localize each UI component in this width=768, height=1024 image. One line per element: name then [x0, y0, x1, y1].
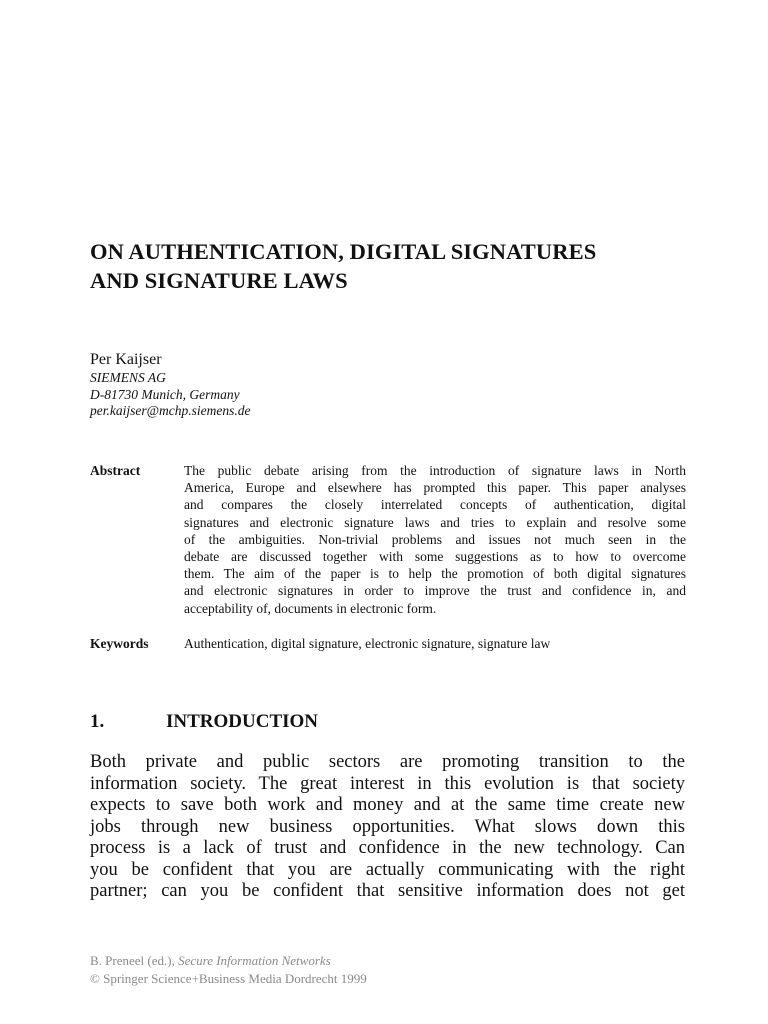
author-email: per.kaijser@mchp.siemens.de	[90, 403, 251, 418]
abstract-label: Abstract	[90, 463, 141, 478]
body-line: Both private and public sectors are promoting transition to the	[90, 752, 685, 772]
footer-book-title: Secure Information Networks	[178, 953, 331, 968]
footer-citation	[90, 952, 590, 970]
abstract-line: The public debate arising from the introduction of signature laws in North	[184, 463, 686, 478]
footer-editor: B. Preneel (ed.),	[90, 953, 179, 968]
keywords-label: Keywords	[90, 636, 149, 651]
abstract-line: debate are discussed together with some suggestions as to how to overcome	[184, 549, 686, 565]
body-line: process is a lack of trust and confidence in the new technology. Can	[90, 838, 685, 858]
abstract-line: America, Europe and elsewhere has prompted this paper. This paper analyses	[184, 480, 686, 496]
author-address: D-81730 Munich, Germany	[90, 386, 240, 402]
author-affiliation: SIEMENS AG	[90, 370, 166, 385]
abstract-line: of the ambiguities. Non-trivial problems and issues not much seen in the	[184, 531, 686, 547]
paper-title	[90, 237, 710, 295]
abstract-line: and compares the closely interrelated concepts of authentication, digital	[184, 497, 686, 513]
author-block	[90, 350, 590, 420]
title-line-1: ON AUTHENTICATION, DIGITAL SIGNATURES	[90, 239, 597, 264]
abstract-line: them. The aim of the paper is to help the promotion of both digital signatures	[184, 566, 686, 582]
page-footer	[90, 952, 590, 988]
section-number: 1.	[90, 711, 105, 732]
body-line: jobs through new business opportunities. What slows down this	[90, 816, 685, 837]
footer-copyright: © Springer Science+Business Media Dordrecht 1999	[90, 971, 367, 986]
abstract-text	[184, 462, 686, 617]
body-line: you be confident that you are actually communicating with the right	[90, 859, 685, 880]
abstract-line: signatures and electronic signature laws and tries to explain and resolve some	[184, 514, 686, 530]
section-title: INTRODUCTION	[166, 711, 319, 732]
body-line: partner; can you be confident that sensitive information does not get	[90, 881, 685, 901]
abstract-line: and electronic signatures in order to improve the trust and confidence in, and	[184, 583, 686, 599]
body-line: expects to save both work and money and at the same time create new	[90, 795, 685, 815]
body-paragraph	[90, 752, 685, 903]
title-line-2: AND SIGNATURE LAWS	[90, 268, 348, 293]
author-name: Per Kaijser	[90, 351, 162, 368]
body-line: information society. The great interest in this evolution is that society	[90, 773, 685, 794]
keywords-text: Authentication, digital signature, electronic signature, signature law	[184, 636, 551, 651]
abstract-line: acceptability of, documents in electronic form.	[184, 600, 437, 616]
